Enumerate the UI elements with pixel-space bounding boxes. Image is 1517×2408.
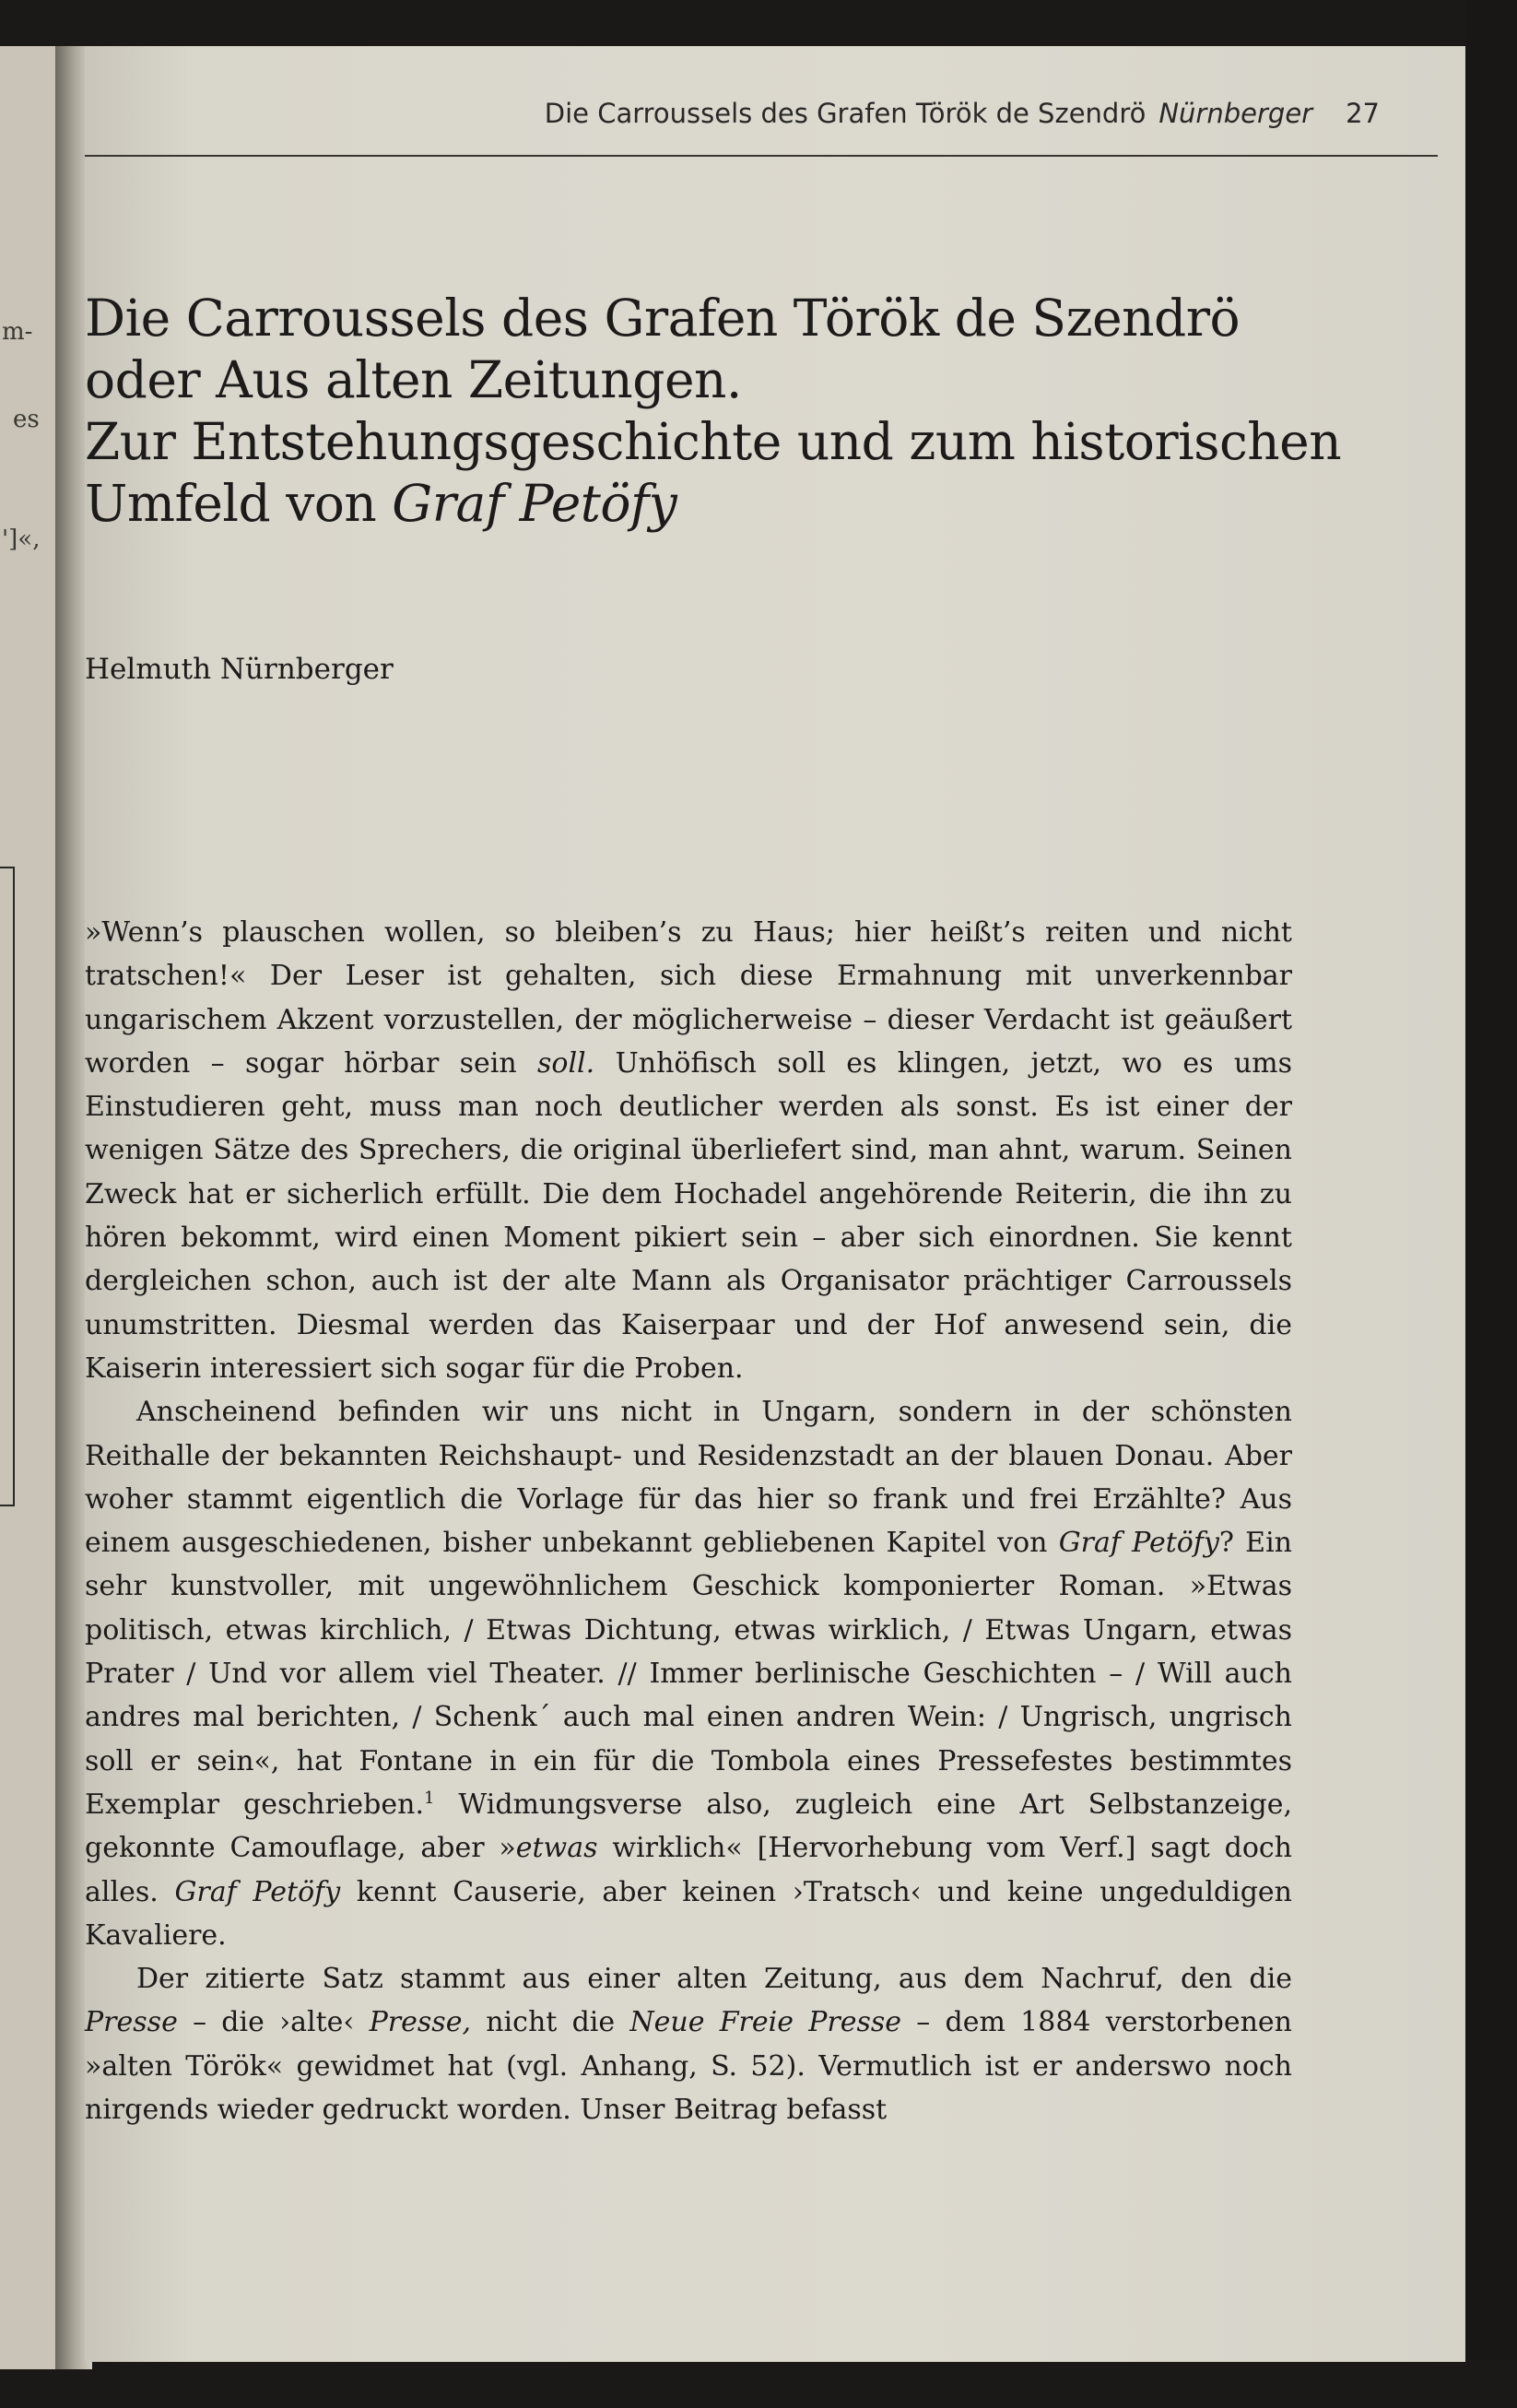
article-author: Helmuth Nürnberger [85,653,394,686]
article-body [85,911,1292,2131]
running-head [85,98,1380,129]
running-head-rule [85,155,1438,157]
previous-page-fragment: ']«, [2,525,41,553]
title-line: oder Aus alten Zeitungen. [85,350,742,409]
paragraph-1: »Wenn’s plauschen wollen, so bleiben’s zu Haus; hier heißt’s reiten und nicht tratschen!« Der Leser ist gehalten, sich diese Ermahnung mit unverkennbar ungarischem Akzent vorzustellen, der möglicherweise – dieser Verdacht ist geäußert worden – sogar hörbar sein soll. Unhöfisch soll es klingen, jetzt, wo es ums Einstudieren geht, muss man noch deutlicher werden als sonst. Es ist einer der wenigen Sätze des Sprechers, die original überliefert sind, man ahnt, warum. Seinen Zweck hat er sicherlich erfüllt. Die dem Hochadel angehörende Reiterin, die ihn zu hören bekommt, wird einen Moment pikiert sein – aber sich einordnen. Sie kennt dergleichen schon, auch ist der alte Mann als Organisator prächtiger Carroussels unumstritten. Diesmal werden das Kaiserpaar und der Hof anwesend sein, die Kaiserin interessiert sich sogar für die Proben. [85,916,1292,1385]
footnote-marker: 1 [424,1788,435,1808]
article-title [85,288,1394,535]
title-line-italic: Graf Petöfy [392,474,677,533]
title-line: Zur Entstehungsgeschichte und zum historischen [85,412,1342,471]
previous-page-fragment: m- [2,318,33,346]
book-page [85,46,1465,2362]
paragraph-2: Anscheinend befinden wir uns nicht in Ungarn, sondern in der schönsten Reithalle der bekannten Reichshaupt- und Residenzstadt an der blauen Donau. Aber woher stammt eigentlich die Vorlage für das hier so frank und frei Erzählte? Aus einem ausgeschiedenen, bisher unbekannt gebliebenen Kapitel von Graf Petöfy? Ein sehr kunstvoller, mit ungewöhnlichem Geschick komponierter Roman. »Etwas politisch, etwas kirchlich, / Etwas Dichtung, etwas wirklich, / Etwas Ungarn, etwas Prater / Und vor allem viel Theater. // Immer berlinische Geschichten – / Will auch andres mal berichten, / Schenk´ auch mal einen andren Wein: / Ungrisch, ungrisch soll er sein«, hat Fontane in ein für die Tombola eines Pressefestes bestimmtes Exemplar geschrieben.$^1$ Widmungsverse also, zugleich eine Art Selbstanzeige, gekonnte Camouflage, aber »etwas wirklich« [Hervorhebung vom Verf.] sagt doch alles. Graf Petöfy kennt Causerie, aber keinen ›Tratsch‹ und keine ungeduldigen Kavaliere. [85,1396,1293,1952]
title-line-prefix: Umfeld von [85,474,393,533]
paragraph-3: Der zitierte Satz stammt aus einer alten Zeitung, aus dem Nachruf, den die Presse – die ›alte‹ Presse, nicht die Neue Freie Presse – dem 1884 verstorbenen »alten Török« gewidmet hat (vgl. Anhang, S. 52). Vermutlich ist er anderswo noch nirgends wieder gedruckt worden. Unser Beitrag befasst [85,1963,1292,2127]
previous-page-box [0,867,15,1506]
scan-border-bottom [0,2360,1517,2408]
scan-border-right [1465,0,1517,2408]
running-head-title: Die Carroussels des Grafen Török de Szendrö [544,98,1147,129]
title-line: Die Carroussels des Grafen Török de Szendrö [85,289,1241,348]
previous-page-fragment: es [13,406,40,433]
page-number: 27 [1346,98,1380,129]
running-head-author: Nürnberger [1158,98,1313,129]
